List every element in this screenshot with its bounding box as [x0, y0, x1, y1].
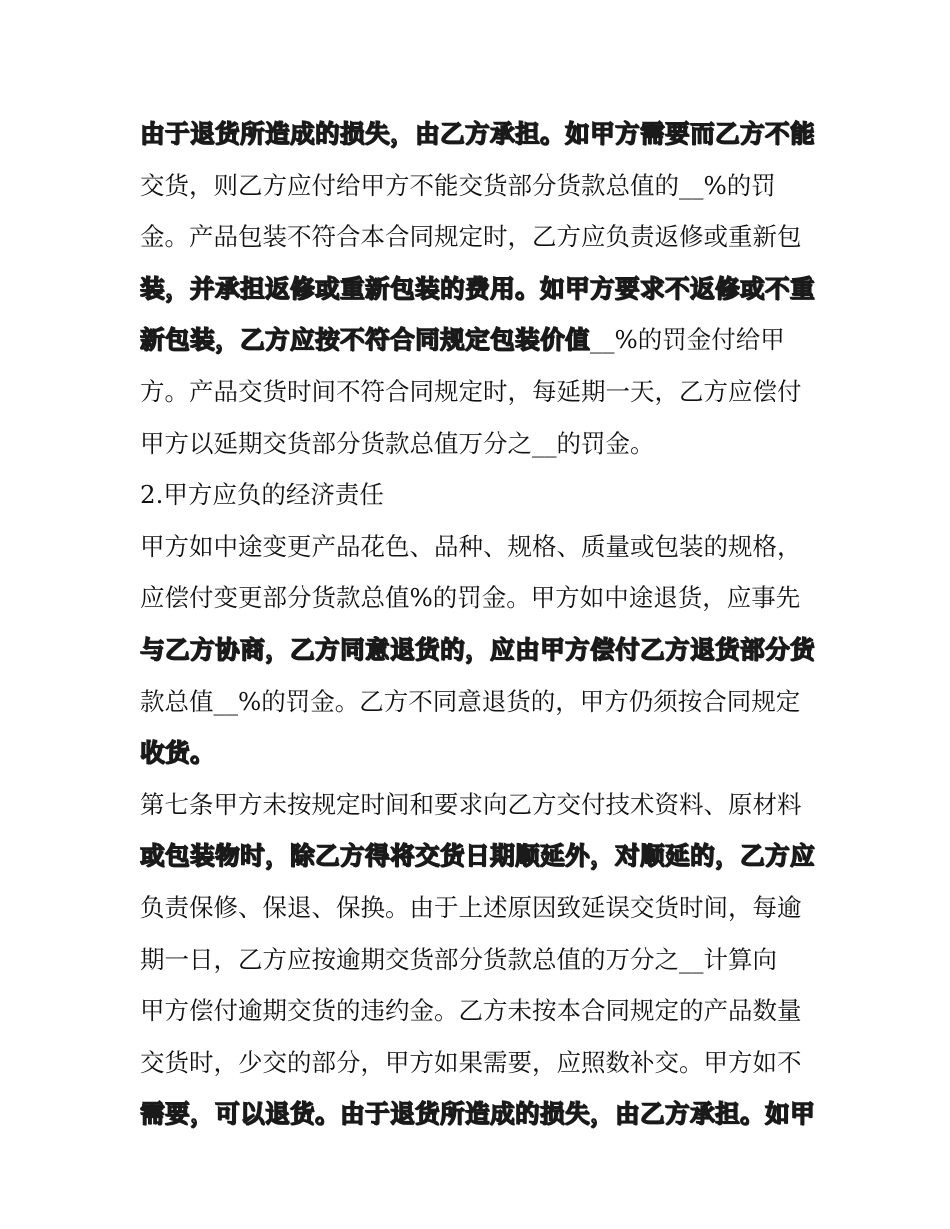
text-line: 与乙方协商，乙方同意退货的，应由甲方偿付乙方退货部分货 [140, 634, 815, 664]
text-line: 方。产品交货时间不符合同规定时，每延期一天，乙方应偿付 [140, 376, 802, 406]
text-line: 款总值__%的罚金。乙方不同意退货的，甲方仍须按合同规定 [140, 686, 801, 716]
text-line: 交货时，少交的部分，甲方如果需要，应照数补交。甲方如不 [140, 1047, 802, 1077]
contract-text [140, 108, 820, 1140]
text-line: 负责保修、保退、保换。由于上述原因致延误交货时间，每逾 [140, 892, 802, 922]
text-line: 甲方如中途变更产品花色、品种、规格、质量或包装的规格， [140, 531, 802, 561]
text-line: 收货。 [140, 738, 215, 768]
text-line: 甲方以延期交货部分货款总值万分之__的罚金。 [140, 428, 655, 458]
text-line: 需要，可以退货。由于退货所造成的损失，由乙方承担。如甲 [140, 1099, 815, 1129]
text-line: 应偿付变更部分货款总值%的罚金。甲方如中途退货，应事先 [140, 583, 801, 613]
text-line: 装，并承担返修或重新包装的费用。如甲方要求不返修或不重 [140, 273, 815, 303]
text-line: 金。产品包装不符合本合同规定时，乙方应负责返修或重新包 [140, 222, 802, 252]
text-line: 由于退货所造成的损失，由乙方承担。如甲方需要而乙方不能 [140, 119, 815, 148]
text-line [140, 314, 820, 366]
text-segment-outlined: 新包装，乙方应按不符合同规定包装价值 [140, 325, 590, 355]
text-line: 甲方偿付逾期交货的违约金。乙方未按本合同规定的产品数量 [140, 996, 802, 1026]
section-heading: 2.甲方应负的经济责任 [140, 480, 384, 510]
text-line: 期一日，乙方应按逾期交货部分货款总值的万分之__计算向 [140, 944, 777, 974]
text-line: 第七条甲方未按规定时间和要求向乙方交付技术资料、原材料 [140, 789, 802, 819]
text-segment-plain: __%的罚金付给甲 [590, 325, 785, 355]
text-line: 交货，则乙方应付给甲方不能交货部分货款总值的__%的罚 [140, 170, 776, 200]
text-line: 或包装物时，除乙方得将交货日期顺延外，对顺延的，乙方应 [140, 841, 815, 871]
